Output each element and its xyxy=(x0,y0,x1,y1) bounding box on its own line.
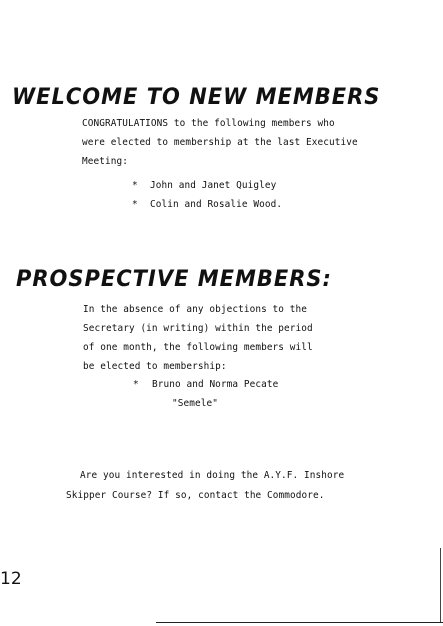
list-item: Colin and Rosalie Wood. xyxy=(150,199,283,210)
prospective-line: of one month, the following members will xyxy=(83,342,313,353)
welcome-line: Meeting: xyxy=(82,156,128,167)
welcome-line: CONGRATULATIONS to the following members who xyxy=(82,118,335,129)
notice-line: Are you interested in doing the A.Y.F. Inshore xyxy=(80,470,345,481)
welcome-title: WELCOME TO NEW MEMBERS xyxy=(12,84,381,110)
bullet-icon: * xyxy=(133,379,139,390)
bullet-icon: * xyxy=(132,180,138,191)
prospective-line: Secretary (in writing) within the period xyxy=(83,323,313,334)
edge-mark xyxy=(440,548,441,622)
welcome-line: were elected to membership at the last Executive xyxy=(82,137,358,148)
prospective-title: PROSPECTIVE MEMBERS: xyxy=(16,266,332,292)
prospective-line: In the absence of any objections to the xyxy=(83,304,308,315)
notice-line: Skipper Course? If so, contact the Commodore. xyxy=(66,490,325,501)
footer-rule xyxy=(156,622,443,623)
page-number: 12 xyxy=(0,569,22,589)
list-item: Bruno and Norma Pecate xyxy=(152,379,279,390)
boat-name: "Semele" xyxy=(172,398,218,409)
prospective-line: be elected to membership: xyxy=(83,361,227,372)
bullet-icon: * xyxy=(132,199,138,210)
list-item: John and Janet Quigley xyxy=(150,180,277,191)
